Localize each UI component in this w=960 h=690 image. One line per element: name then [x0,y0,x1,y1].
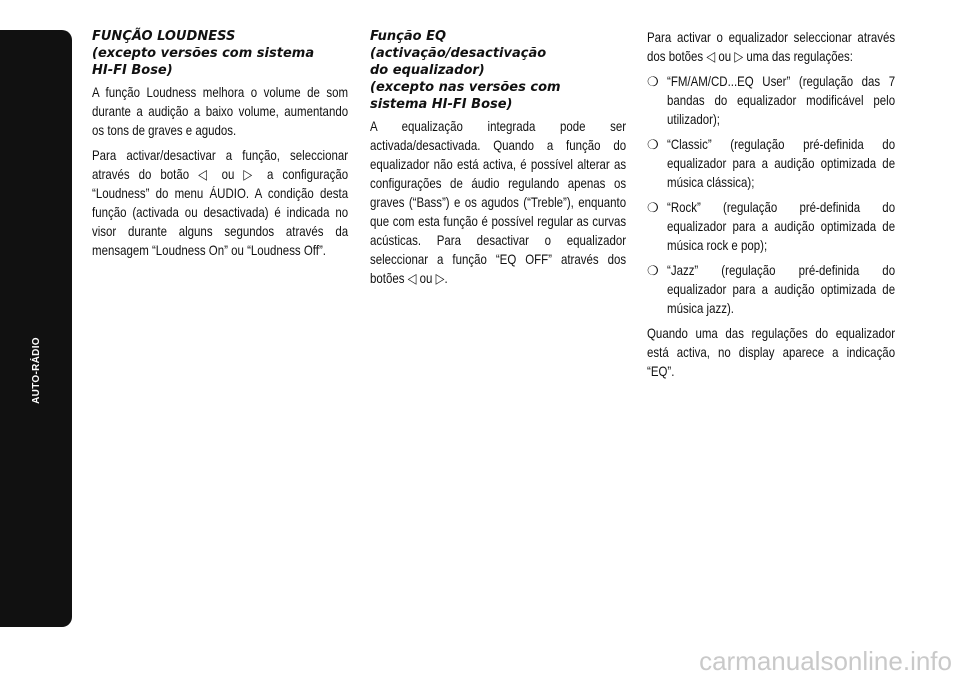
circle-bullet-icon: ❍ [647,137,659,152]
circle-bullet-icon: ❍ [647,200,659,215]
loudness-heading: FUNÇÃO LOUDNESS (excepto versões com sistema HI-FI Bose) [92,29,315,78]
list-item: ❍ “FM/AM/CD...EQ User” (regulação das 7 bandas do equalizador modificável pelo utilizador); [647,73,896,127]
circle-bullet-icon: ❍ [647,74,659,89]
eq-heading: Função EQ (activação/desactivação do equalizador) (excepto nas versões com sistema HI-FI Bose) [370,29,561,112]
loudness-paragraph-2: Para activar/desactivar a função, seleccionar através do botão ◁ ou ▷ a configuração “Loudness” do menu ÁUDIO. A condição desta função (activada ou desactivada) é indicada no visor durante alguns segundos através da mensagem “Loudness On” ou “Loudness Off”. [92,147,349,258]
column-eq [370,28,626,294]
list-item: ❍ “Jazz” (regulação pré-definida do equalizador para a audição optimizada de música jazz). [647,262,896,316]
circle-bullet-icon: ❍ [647,263,659,278]
loudness-paragraph-1: A função Loudness melhora o volume de som durante a audição a baixo volume, aumentando os tons de graves e agudos. [92,84,349,138]
section-label: AUTO-RÁDIO [30,336,42,404]
list-item: ❍ “Rock” (regulação pré-definida do equalizador para a audição optimizada de música rock e pop); [647,199,896,253]
page-number: 260 [15,666,57,690]
eq-paragraph-1: A equalização integrada pode ser activada/desactivada. Quando a função do equalizador não está activa, é possível alterar as configurações de áudio regulando apenas os graves (“Bass”) e os agudos (“Treble”), enquanto que com esta função é possível regular as curvas acústicas. Para desactivar o equalizador seleccionar a função “EQ OFF” através dos botões ◁ ou ▷. [370,118,627,286]
eq-settings-intro: Para activar o equalizador seleccionar através dos botões ◁ ou ▷ uma das regulações: [647,29,896,64]
eq-settings-list [647,72,895,318]
column-eq-settings [647,28,895,387]
watermark: carmanualsonline.info [699,646,952,676]
eq-settings-outro: Quando uma das regulações do equalizador está activa, no display aparece a indicação “EQ”. [647,325,896,379]
list-item: ❍ “Classic” (regulação pré-definida do equalizador para a audição optimizada de música clássica); [647,136,896,190]
side-tab [0,30,72,690]
column-loudness [92,28,348,266]
